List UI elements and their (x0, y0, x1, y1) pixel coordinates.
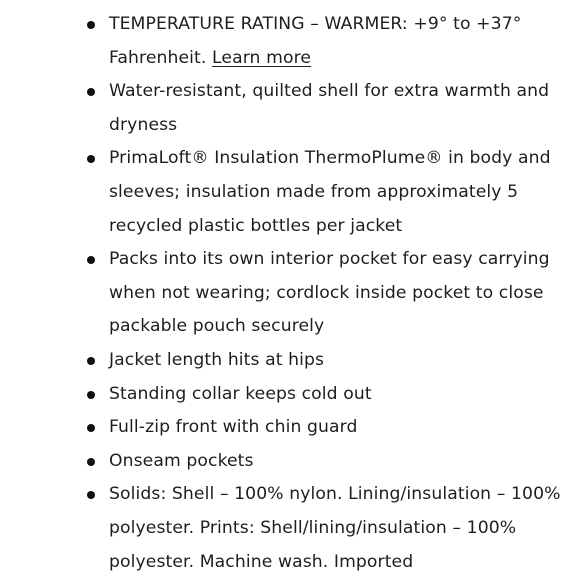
feature-text: Standing collar keeps cold out (109, 383, 372, 404)
bullet-icon (87, 491, 95, 499)
feature-text: Jacket length hits at hips (109, 349, 325, 370)
feature-text: Water-resistant, quilted shell for extra warmth and dryness (109, 81, 550, 135)
feature-item-insulation (0, 142, 580, 243)
feature-item-length (0, 344, 580, 378)
learn-more-link[interactable]: Learn more (212, 47, 312, 68)
bullet-icon (87, 21, 95, 29)
feature-text: Full-zip front with chin guard (109, 417, 358, 438)
bullet-icon (87, 88, 95, 96)
feature-text: PrimaLoft® Insulation ThermoPlume® in body and sleeves; insulation made from approximately 5 recycled plastic bottles per jacket (109, 148, 551, 236)
feature-text: Solids: Shell – 100% nylon. Lining/insulation – 100% polyester. Prints: Shell/lining/insulation – 100% polyester. Machine wash. Imported (109, 484, 561, 572)
bullet-icon (87, 155, 95, 163)
feature-item-packable (0, 243, 580, 344)
feature-item-materials (0, 478, 580, 579)
bullet-icon (87, 424, 95, 432)
bullet-icon (87, 391, 95, 399)
bullet-icon (87, 357, 95, 365)
feature-item-collar (0, 378, 580, 412)
feature-item-pockets (0, 445, 580, 479)
feature-text: Packs into its own interior pocket for easy carrying when not wearing; cordlock inside pocket to close packable pouch securely (109, 249, 550, 337)
feature-item-zip (0, 411, 580, 445)
feature-item-temperature (0, 8, 580, 75)
feature-item-shell (0, 75, 580, 142)
bullet-icon (87, 256, 95, 264)
bullet-icon (87, 458, 95, 466)
feature-text: Onseam pockets (109, 450, 254, 471)
feature-text: TEMPERATURE RATING – WARMER: +9° to +37° Fahrenheit. (109, 14, 522, 68)
